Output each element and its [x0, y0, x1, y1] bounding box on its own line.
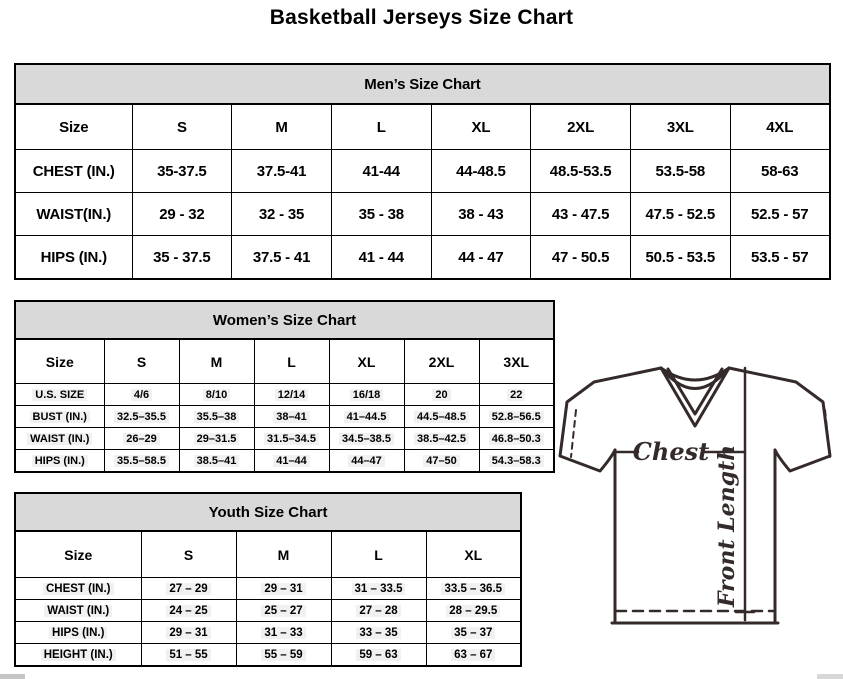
table-cell: 44 - 47: [431, 236, 531, 280]
table-cell: 35.5–58.5: [104, 450, 179, 473]
col-header: 4XL: [730, 104, 830, 150]
table-cell: 35.5–38: [179, 406, 254, 428]
row-label: WAIST (IN.): [15, 600, 141, 622]
page-title: Basketball Jerseys Size Chart: [269, 6, 574, 29]
table-cell: 37.5-41: [232, 150, 332, 193]
table-cell: 29 – 31: [141, 622, 236, 644]
row-label: HIPS (IN.): [15, 450, 104, 473]
table-cell: 47.5 - 52.5: [630, 193, 730, 236]
chest-measure-label: Chest: [632, 437, 710, 466]
youth-size-table: [14, 492, 522, 667]
row-label: WAIST (IN.): [15, 428, 104, 450]
table-cell: 53.5 - 57: [730, 236, 830, 280]
table-cell: 41-44: [331, 150, 431, 193]
table-cell: 44-48.5: [431, 150, 531, 193]
table-cell: 32 - 35: [232, 193, 332, 236]
table-cell: 35 - 38: [331, 193, 431, 236]
col-header: M: [179, 339, 254, 384]
table-cell: 27 – 29: [141, 578, 236, 600]
jersey-outline-icon: [560, 368, 830, 623]
table-cell: 31 – 33: [236, 622, 331, 644]
col-header: 3XL: [479, 339, 554, 384]
col-header: XL: [329, 339, 404, 384]
table-cell: 43 - 47.5: [531, 193, 631, 236]
table-cell: 33 – 35: [331, 622, 426, 644]
col-header: L: [331, 104, 431, 150]
col-header: XL: [431, 104, 531, 150]
col-header: XL: [426, 531, 521, 578]
table-cell: 31 – 33.5: [331, 578, 426, 600]
table-cell: 38 - 43: [431, 193, 531, 236]
table-cell: 63 – 67: [426, 644, 521, 667]
col-header: S: [104, 339, 179, 384]
table-cell: 25 – 27: [236, 600, 331, 622]
table-cell: 50.5 - 53.5: [630, 236, 730, 280]
table-cell: 29 - 32: [132, 193, 232, 236]
table-cell: 41 - 44: [331, 236, 431, 280]
womens-size-table: [14, 300, 555, 473]
youth-chart-title: Youth Size Chart: [15, 493, 521, 531]
col-header-size: Size: [15, 531, 141, 578]
table-cell: 4/6: [104, 384, 179, 406]
table-cell: 44–47: [329, 450, 404, 473]
table-cell: 35-37.5: [132, 150, 232, 193]
row-label: CHEST (IN.): [15, 150, 132, 193]
table-cell: 29–31.5: [179, 428, 254, 450]
table-cell: 35 – 37: [426, 622, 521, 644]
col-header: 2XL: [531, 104, 631, 150]
row-label: WAIST(IN.): [15, 193, 132, 236]
row-label: HIPS (IN.): [15, 236, 132, 280]
col-header-size: Size: [15, 104, 132, 150]
row-label: CHEST (IN.): [15, 578, 141, 600]
table-cell: 48.5-53.5: [531, 150, 631, 193]
col-header-size: Size: [15, 339, 104, 384]
table-cell: 52.8–56.5: [479, 406, 554, 428]
mens-size-table: [14, 63, 831, 280]
table-cell: 47–50: [404, 450, 479, 473]
col-header: M: [232, 104, 332, 150]
table-cell: 51 – 55: [141, 644, 236, 667]
table-cell: 32.5–35.5: [104, 406, 179, 428]
table-cell: 41–44: [254, 450, 329, 473]
col-header: 2XL: [404, 339, 479, 384]
scrollbar-thumb-left[interactable]: [0, 674, 25, 679]
table-cell: 29 – 31: [236, 578, 331, 600]
table-cell: 52.5 - 57: [730, 193, 830, 236]
table-cell: 54.3–58.3: [479, 450, 554, 473]
col-header: L: [331, 531, 426, 578]
col-header: M: [236, 531, 331, 578]
table-cell: 26–29: [104, 428, 179, 450]
table-cell: 34.5–38.5: [329, 428, 404, 450]
row-label: U.S. SIZE: [15, 384, 104, 406]
table-cell: 46.8–50.3: [479, 428, 554, 450]
jersey-measurement-diagram: [558, 356, 843, 632]
table-cell: 44.5–48.5: [404, 406, 479, 428]
table-cell: 28 – 29.5: [426, 600, 521, 622]
col-header: S: [132, 104, 232, 150]
table-cell: 41–44.5: [329, 406, 404, 428]
table-cell: 38.5–42.5: [404, 428, 479, 450]
table-cell: 24 – 25: [141, 600, 236, 622]
mens-chart-title: Men’s Size Chart: [15, 64, 830, 104]
row-label: HIPS (IN.): [15, 622, 141, 644]
table-cell: 20: [404, 384, 479, 406]
front-length-measure-label: Front Length: [714, 444, 740, 608]
table-cell: 35 - 37.5: [132, 236, 232, 280]
table-cell: 33.5 – 36.5: [426, 578, 521, 600]
table-cell: 27 – 28: [331, 600, 426, 622]
table-cell: 22: [479, 384, 554, 406]
row-label: BUST (IN.): [15, 406, 104, 428]
table-cell: 47 - 50.5: [531, 236, 631, 280]
table-cell: 31.5–34.5: [254, 428, 329, 450]
table-cell: 38.5–41: [179, 450, 254, 473]
table-cell: 8/10: [179, 384, 254, 406]
table-cell: 38–41: [254, 406, 329, 428]
col-header: S: [141, 531, 236, 578]
table-cell: 55 – 59: [236, 644, 331, 667]
table-cell: 12/14: [254, 384, 329, 406]
table-cell: 59 – 63: [331, 644, 426, 667]
scrollbar-thumb-right[interactable]: [817, 674, 843, 679]
row-label: HEIGHT (IN.): [15, 644, 141, 667]
table-cell: 16/18: [329, 384, 404, 406]
womens-chart-title: Women’s Size Chart: [15, 301, 554, 339]
table-cell: 58-63: [730, 150, 830, 193]
table-cell: 53.5-58: [630, 150, 730, 193]
table-cell: 37.5 - 41: [232, 236, 332, 280]
col-header: 3XL: [630, 104, 730, 150]
col-header: L: [254, 339, 329, 384]
